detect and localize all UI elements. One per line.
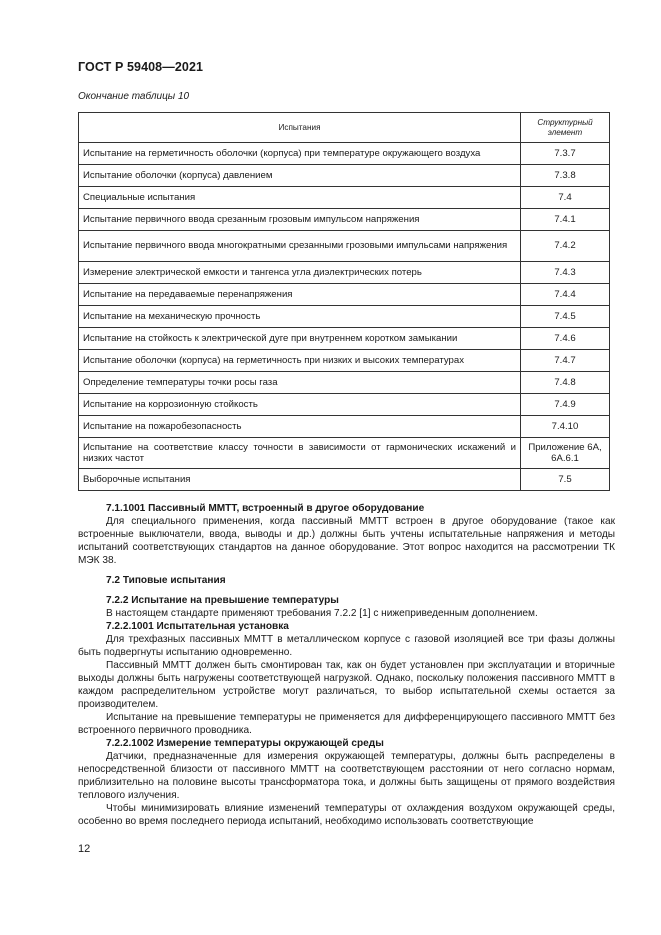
table-row (79, 284, 610, 306)
test-name: Испытание на коррозионную стойкость (79, 394, 521, 416)
paragraph: В настоящем стандарте применяют требования 7.2.2 [1] с нижеприведенным дополнением. (106, 608, 538, 619)
structural-element: 7.4.6 (521, 328, 610, 350)
structural-element: 7.4.4 (521, 284, 610, 306)
paragraph: Испытание на превышение температуры не применяется для дифференцирующего пассивного ММТТ без встроенного первичного проводника. (78, 712, 615, 736)
section-heading: 7.2.2.1002 Измерение температуры окружающей среды (106, 738, 384, 749)
table-row (79, 328, 610, 350)
test-name: Испытание первичного ввода срезанным грозовым импульсом напряжения (79, 209, 521, 231)
test-name: Испытание на передаваемые перенапряжения (79, 284, 521, 306)
structural-element: 7.3.7 (521, 143, 610, 165)
page-number: 12 (78, 843, 91, 855)
column-header-tests: Испытания (79, 113, 521, 143)
structural-element: 7.4.9 (521, 394, 610, 416)
structural-element: Приложение 6А, 6А.6.1 (521, 438, 610, 469)
tests-table (78, 112, 610, 491)
document-code: ГОСТ Р 59408—2021 (78, 60, 204, 74)
structural-element: 7.3.8 (521, 165, 610, 187)
structural-element: 7.4.3 (521, 262, 610, 284)
table-row (79, 209, 610, 231)
paragraph: Для специального применения, когда пассивный ММТТ встроен в другое оборудование (такое как встроенные выключатели, ввода, выводы и др.) должны быть учтены испытательные напряжения и методы испытаний соответствующих стандартов на данное оборудование. Этот вопрос находится на рассмотрении ТК МЭК 38. (78, 516, 615, 566)
section-heading: 7.2.2.1001 Испытательная установка (106, 621, 289, 632)
test-name: Испытание на пожаробезопасность (79, 416, 521, 438)
table-header-row (79, 113, 610, 143)
test-name: Определение температуры точки росы газа (79, 372, 521, 394)
structural-element: 7.4.2 (521, 231, 610, 262)
structural-element: 7.4.1 (521, 209, 610, 231)
table-row (79, 231, 610, 262)
test-name: Испытание оболочки (корпуса) на герметичность при низких и высоких температурах (79, 350, 521, 372)
structural-element: 7.4.8 (521, 372, 610, 394)
table-row (79, 165, 610, 187)
paragraph: Для трехфазных пассивных ММТТ в металлическом корпусе с газовой изоляцией все три фазы должны быть подвергнуты испытанию одновременно. (78, 634, 615, 658)
section-heading: 7.1.1001 Пассивный ММТТ, встроенный в другое оборудование (106, 503, 425, 514)
table-row (79, 438, 610, 469)
table-row (79, 372, 610, 394)
table-row (79, 469, 610, 491)
test-name: Испытание на герметичность оболочки (корпуса) при температуре окружающего воздуха (79, 143, 521, 165)
paragraph: Пассивный ММТТ должен быть смонтирован так, как он будет установлен при эксплуатации и вторичные выходы должны быть нагружены соответствующей нагрузкой. Однако, поскольку положения пассивного ММТТ в каждом распределительном устройстве могут различаться, то выбор испытательной схемы остается за производителем. (78, 660, 615, 710)
structural-element: 7.4 (521, 187, 610, 209)
test-name: Измерение электрической емкости и тангенса угла диэлектрических потерь (79, 262, 521, 284)
structural-element: 7.5 (521, 469, 610, 491)
column-header-structural-element: Структурный элемент (521, 113, 610, 143)
structural-element: 7.4.10 (521, 416, 610, 438)
structural-element: 7.4.7 (521, 350, 610, 372)
test-name: Испытание на механическую прочность (79, 306, 521, 328)
table-row (79, 143, 610, 165)
test-name: Испытание на стойкость к электрической дуге при внутреннем коротком замыкании (79, 328, 521, 350)
table-row (79, 350, 610, 372)
table-caption: Окончание таблицы 10 (78, 91, 190, 102)
test-name: Испытание на соответствие классу точности в зависимости от гармонических искажений и низких частот (79, 438, 521, 469)
paragraph: Чтобы минимизировать влияние изменений температуры от охлаждения воздухом окружающей среды, особенно во время последнего периода испытаний, необходимо использовать соответствующие (78, 803, 615, 827)
table-row (79, 416, 610, 438)
test-name: Испытание первичного ввода многократными срезанными грозовыми импульсами напряжения (79, 231, 521, 262)
table-row (79, 394, 610, 416)
section-heading: 7.2 Типовые испытания (106, 575, 226, 586)
table-row (79, 306, 610, 328)
body-text (78, 502, 615, 828)
test-name: Специальные испытания (79, 187, 521, 209)
table-row (79, 262, 610, 284)
test-name: Выборочные испытания (79, 469, 521, 491)
paragraph: Датчики, предназначенные для измерения окружающей температуры, должны быть распределены в непосредственной близости от пассивного ММТТ на соответствующем расстоянии от него согласно нормам, приблизительно на половине высоты трансформатора тока, и должны быть защищены от прямого воздействия теплового излучения. (78, 751, 615, 801)
table-row (79, 187, 610, 209)
test-name: Испытание оболочки (корпуса) давлением (79, 165, 521, 187)
structural-element: 7.4.5 (521, 306, 610, 328)
section-heading: 7.2.2 Испытание на превышение температуры (106, 595, 339, 606)
